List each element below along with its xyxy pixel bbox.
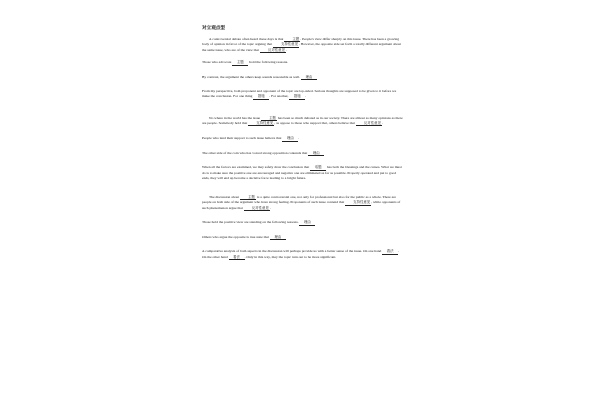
paragraph-text: has been so much debated as in our society. There are almost as many opinions as there are people. Somebody hold that	[202, 115, 403, 126]
paragraph-text: is a quite controversial one, not only for professional but also for the public as a whole. There are people on both side of the argument who have strong feeling. Proponents of such issue contend that	[202, 195, 396, 205]
paragraph-intro-1	[202, 37, 403, 53]
fill-in-blank: 理由	[308, 151, 324, 156]
fill-in-blank: 措施	[289, 94, 305, 99]
paragraph-text: No where in the world has the issue	[209, 115, 261, 120]
fill-in-blank: 支持性意见	[273, 42, 299, 47]
paragraph-text: From my perspective, both proponent and opponent of the topic are lop-sided. Serious thoughts are supposed to be given to it before we make the conclusion. For one thing	[202, 89, 397, 99]
document-title: 对立观点型	[202, 26, 225, 31]
paragraph-support-2	[202, 136, 403, 141]
paragraph-text: .	[381, 121, 383, 126]
fill-in-blank: 看法	[382, 249, 398, 254]
paragraph-conclusion-2	[202, 165, 403, 181]
document-body	[202, 25, 403, 260]
fill-in-blank: 理由	[270, 235, 286, 240]
fill-in-blank: 反对性意见	[244, 206, 270, 211]
paragraph-text: hold the following reasons.	[248, 60, 289, 65]
fill-in-blank: 话题	[310, 165, 326, 170]
paragraph-text: Others who argue the opposite is true state that	[202, 234, 270, 239]
paragraph-text: .	[285, 47, 287, 52]
paragraph-text: . However, the opposite side set forth a totally different argument about the same issue, who are of the view that	[202, 42, 402, 52]
paragraph-text: .	[305, 94, 307, 99]
paragraph-text: .	[269, 205, 271, 210]
paragraph-analysis-3	[202, 249, 403, 260]
fill-in-blank: 主题	[240, 195, 256, 200]
paragraph-advocate-1	[202, 60, 403, 65]
paragraph-text: A controversial debate often heard these days is that	[209, 37, 285, 41]
fill-in-blank: 理由	[282, 136, 298, 141]
paragraph-text: , while opponents of such phenomenon argue that	[202, 200, 401, 210]
paragraph-text: . On the other hand	[202, 249, 400, 259]
paragraph-text: . For another,	[269, 94, 290, 99]
paragraph-oppose-2	[202, 151, 403, 156]
paragraph-perspective	[202, 89, 403, 100]
fill-in-blank: 理由	[299, 220, 315, 225]
paragraph-text: has both the blessings and the curses. What we must do is to make sure the positive one are encouraged and negative one are eliminated as far as possible. Properly operated and put to good ends, they will end up become a decisive force leading to a bright future.	[202, 165, 402, 180]
fill-in-blank: 主题	[232, 60, 248, 65]
paragraph-text: A comparative analysis of both aspects in the discussion will perhaps provide us with a better sense of the issue. On one hand	[202, 249, 383, 254]
fill-in-blank: 措施	[253, 94, 269, 99]
fill-in-blank: 看法	[229, 255, 245, 260]
paragraph-text: When all the factors are examined, we may safely draw the conclusion that	[202, 165, 311, 170]
fill-in-blank: 支持性意见	[345, 200, 371, 205]
paragraph-intro-2	[202, 116, 403, 127]
fill-in-blank: 主题	[284, 37, 300, 42]
fill-in-blank: 反对性意见	[260, 48, 286, 53]
paragraph-text: The other side of the coin who has voiced strong opposition contends that	[202, 150, 309, 155]
paragraph-text: . People's view differ sharply on this issue. There has been a growing body of opinion in favor of the topic arguing that	[202, 37, 400, 47]
fill-in-blank: 反对性意见	[356, 121, 382, 126]
paragraph-text: The discussion about	[209, 195, 241, 200]
paragraph-text: .	[298, 136, 300, 141]
paragraph-text: Those who advocate	[202, 60, 233, 65]
paragraph-contrast-1	[202, 75, 403, 80]
paragraph-text: . Only in this way, may the topic turn out to be more significant.	[244, 254, 337, 259]
paragraph-text: People who lend their support to such issue believe that	[202, 136, 283, 141]
paragraph-text: , as oppose to those who support that, others believe that	[274, 121, 356, 126]
paragraph-intro-3	[202, 195, 403, 211]
fill-in-blank: 支持性意见	[248, 121, 274, 126]
paragraph-text: Those hold the positive view are standing on the following reasons.	[202, 220, 300, 225]
fill-in-blank: 理由	[301, 75, 317, 80]
paragraph-opposite-3	[202, 235, 403, 240]
fill-in-blank: 主题	[261, 116, 277, 121]
paragraph-text: By contrast, the argument the others keep sounds reasonable as well.	[202, 74, 302, 79]
paragraph-positive-3	[202, 220, 403, 225]
